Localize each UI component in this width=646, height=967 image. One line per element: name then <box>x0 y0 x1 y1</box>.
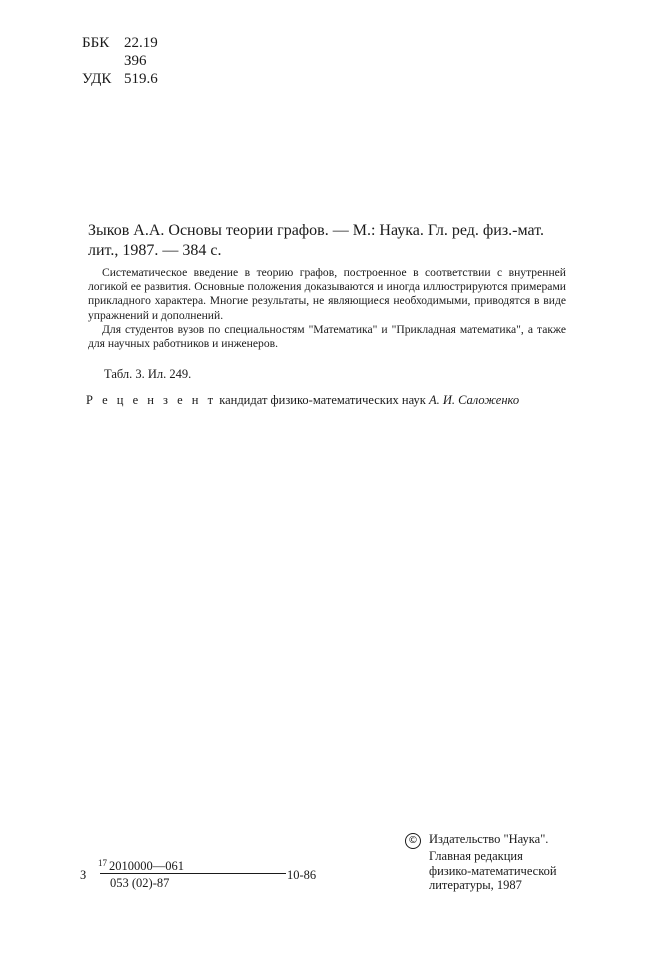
reviewer-label: Р е ц е н з е н т <box>86 393 217 407</box>
catalog-codes <box>82 34 158 88</box>
udk-label: УДК <box>82 71 112 87</box>
index-denominator: 053 (02)-87 <box>110 876 170 890</box>
bbk-row <box>82 34 158 52</box>
index-numerator <box>98 858 184 874</box>
publisher-line-2: Главная редакция <box>429 849 523 863</box>
publisher-block <box>405 832 557 893</box>
index-prefix: З <box>80 868 87 882</box>
annotation <box>88 266 566 351</box>
publisher-name: Издательство "Наука". <box>429 832 549 846</box>
annotation-paragraph-2: Для студентов вузов по специальностям "Математика" и "Прикладная математика", а также для научных работников и инженеров. <box>88 322 566 351</box>
copyright-icon: © <box>405 833 421 849</box>
annotation-paragraph-1: Систематическое введение в теорию графов, построенное в соответствии с внутренней логикой ее развития. Основные положения доказываются и иногда иллюстрируются примерами прикладного характера. Многие результаты, не являющиеся необходимыми, приводятся в виде упражнений и дополнений. <box>88 266 566 322</box>
fraction-bar <box>100 873 286 874</box>
index-numerator-value: 2010000—061 <box>109 859 184 873</box>
publisher-line-1 <box>405 832 557 849</box>
bibliographic-description <box>88 221 558 261</box>
author-mark: З96 <box>124 53 147 69</box>
index-superscript: 17 <box>98 858 107 868</box>
index-suffix: 10-86 <box>287 868 317 882</box>
biblio-line-2: лит., 1987. — 384 с. <box>88 242 222 259</box>
udk-value: 519.6 <box>124 71 158 87</box>
udk-row <box>82 70 158 88</box>
reviewer-text: кандидат физико-математических наук <box>219 393 426 407</box>
publisher-line-4: литературы, 1987 <box>429 878 522 893</box>
publisher-line-3: физико-математической <box>429 863 557 878</box>
bbk-label: ББК <box>82 35 110 51</box>
biblio-line-1: Зыков А.А. Основы теории графов. — М.: Наука. Гл. ред. физ.-мат. <box>88 222 544 239</box>
bbk-value: 22.19 <box>124 35 158 51</box>
reviewer-line <box>86 393 519 408</box>
tables-illustrations-count: Табл. 3. Ил. 249. <box>104 367 192 381</box>
reviewer-name: А. И. Саложенко <box>428 393 520 407</box>
